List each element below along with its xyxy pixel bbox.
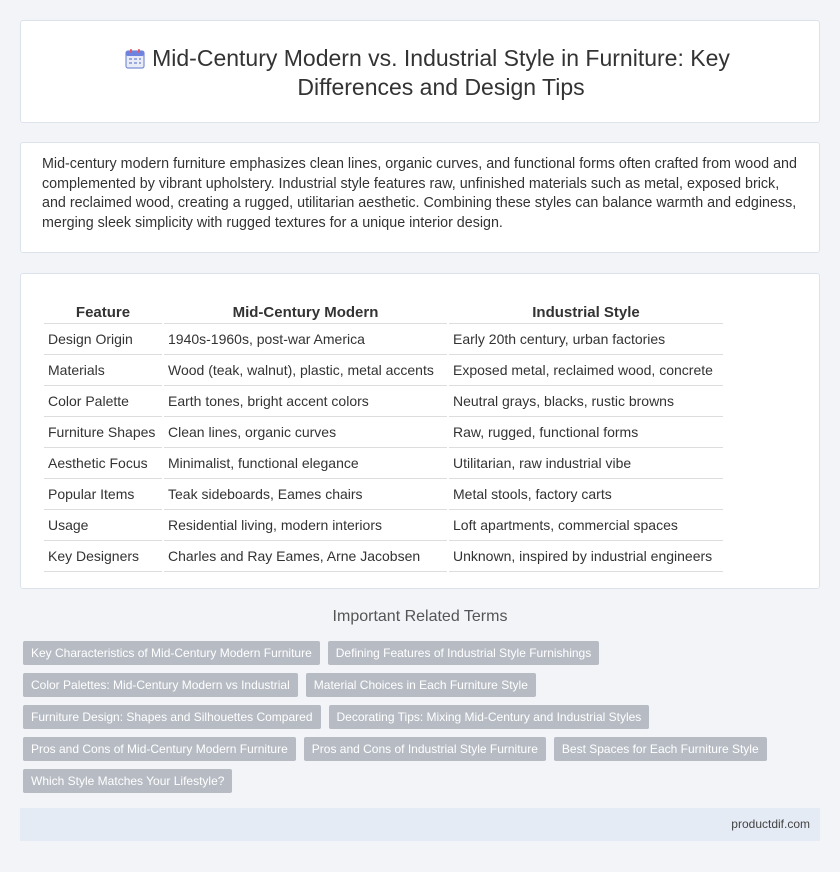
table-cell: Earth tones, bright accent colors [164, 386, 447, 417]
table-row [44, 324, 723, 355]
related-term-tag[interactable]: Defining Features of Industrial Style Furnishings [328, 641, 599, 665]
page-title: Mid-Century Modern vs. Industrial Style in Furniture: Key Differences and Design Tips [152, 45, 730, 100]
table-cell: Popular Items [44, 479, 162, 510]
table-cell: Exposed metal, reclaimed wood, concrete [449, 355, 723, 386]
table-cell: Minimalist, functional elegance [164, 448, 447, 479]
table-cell: Aesthetic Focus [44, 448, 162, 479]
table-cell: Wood (teak, walnut), plastic, metal accents [164, 355, 447, 386]
related-term-tag[interactable]: Key Characteristics of Mid-Century Modern Furniture [23, 641, 320, 665]
table-cell: Utilitarian, raw industrial vibe [449, 448, 723, 479]
table-cell: Key Designers [44, 541, 162, 572]
table-cell: Residential living, modern interiors [164, 510, 447, 541]
table-cell: Color Palette [44, 386, 162, 417]
related-term-tag[interactable]: Which Style Matches Your Lifestyle? [23, 769, 232, 793]
comparison-table-card [20, 273, 820, 589]
table-row [44, 541, 723, 572]
column-header: Mid-Century Modern [164, 294, 447, 324]
table-cell: Materials [44, 355, 162, 386]
table-cell: Charles and Ray Eames, Arne Jacobsen [164, 541, 447, 572]
table-cell: Raw, rugged, functional forms [449, 417, 723, 448]
related-term-tag[interactable]: Furniture Design: Shapes and Silhouettes Compared [23, 705, 321, 729]
table-cell: Metal stools, factory carts [449, 479, 723, 510]
comparison-table [42, 294, 725, 572]
related-term-tag[interactable]: Pros and Cons of Mid-Century Modern Furniture [23, 737, 296, 761]
footer-site-link[interactable]: productdif.com [731, 817, 810, 831]
table-cell: Neutral grays, blacks, rustic browns [449, 386, 723, 417]
table-row [44, 448, 723, 479]
table-cell: Clean lines, organic curves [164, 417, 447, 448]
related-term-tag[interactable]: Pros and Cons of Industrial Style Furniture [304, 737, 546, 761]
table-cell: Early 20th century, urban factories [449, 324, 723, 355]
table-cell: 1940s-1960s, post-war America [164, 324, 447, 355]
table-row [44, 479, 723, 510]
table-cell: Design Origin [44, 324, 162, 355]
table-header-row [44, 294, 723, 324]
intro-card [20, 142, 820, 253]
table-row [44, 417, 723, 448]
column-header: Feature [44, 294, 162, 324]
table-cell: Teak sideboards, Eames chairs [164, 479, 447, 510]
table-cell: Unknown, inspired by industrial engineers [449, 541, 723, 572]
related-term-tag[interactable]: Decorating Tips: Mixing Mid-Century and Industrial Styles [329, 705, 650, 729]
table-cell: Loft apartments, commercial spaces [449, 510, 723, 541]
table-row [44, 355, 723, 386]
intro-paragraph: Mid-century modern furniture emphasizes clean lines, organic curves, and functional forms often crafted from wood and complemented by vibrant upholstery. Industrial style features raw, unfinished materials such as metal, exposed brick, and reclaimed wood, creating a rugged, utilitarian aesthetic. Combining these styles can balance warmth and edginess, merging sleek simplicity with rugged textures for a unique interior design. [42, 156, 797, 231]
table-cell: Usage [44, 510, 162, 541]
related-term-tag[interactable]: Color Palettes: Mid-Century Modern vs Industrial [23, 673, 298, 697]
column-header: Industrial Style [449, 294, 723, 324]
related-terms-title: Important Related Terms [332, 608, 508, 625]
header-card [20, 20, 820, 123]
table-row [44, 510, 723, 541]
table-row [44, 386, 723, 417]
related-term-tag[interactable]: Material Choices in Each Furniture Style [306, 673, 536, 697]
table-cell: Furniture Shapes [44, 417, 162, 448]
related-term-tag[interactable]: Best Spaces for Each Furniture Style [554, 737, 767, 761]
related-terms-list [23, 641, 813, 793]
footer [20, 808, 820, 841]
